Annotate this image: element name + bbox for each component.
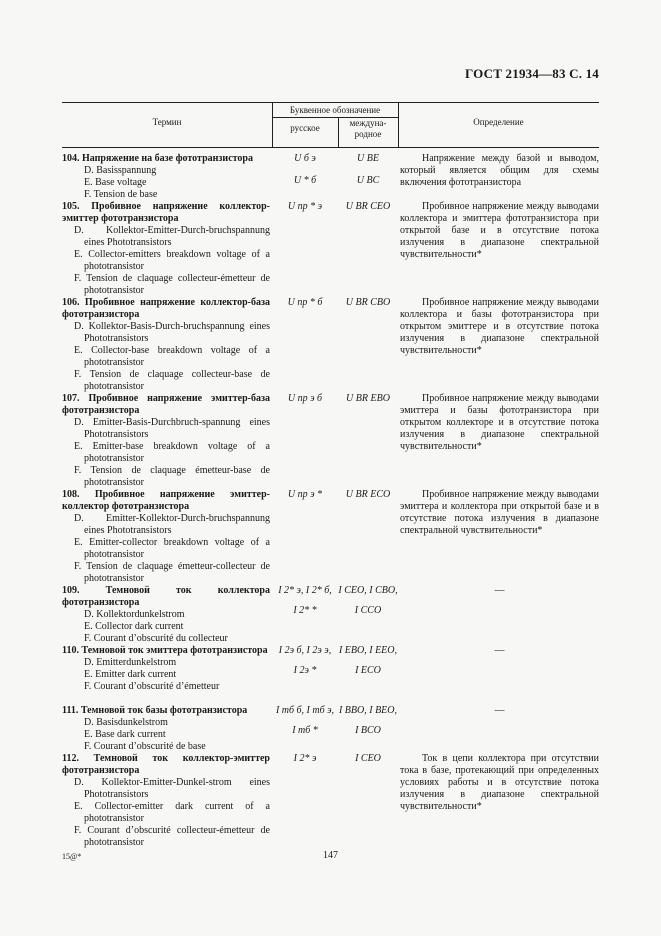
header-international: междуна- родное — [349, 118, 387, 139]
header-term: Термин — [152, 117, 182, 127]
page-header: ГОСТ 21934—83 С. 14 — [465, 66, 599, 81]
terms-table: Термин Буквенное обозначение русское междуна- родное Определение 104. Напряжение на базе фототранзистора D. Basisspannung E. Base voltage F. Tension de base U б э U * б U BE U BC Напряжение между базой и выводом, который является общим для схемы включения фототранзистора 105. Пробивное напряжение коллектор-эмиттер фототранзистора D. Kollektor-Emitter-Durch-bruchspannung eines Phototransistors E. Collector-emitters breakdown voltage of a phototransistor F. Tension de claquage collecteur-émetteur de phototransistor U пр * э U BR CEO Пробивное напряжение между выводами коллектора и эмиттера фототранзистора при открытой базе и в отсутствие потока излучения в диапазоне спектральной чувствительности* 106. Пробивное напряжение коллектор-база фототранзистора D. Kollektor-Basis-Durch-bruchspannung eines Phototransistors E. Collector-base breakdown voltage of a phototransistor F. Tension de claquage collecteur-base de phototransistor U пр * б U BR CBO Пробивное напряжение между выводами коллектора и базы фототранзистора при открытом эмиттере и в отсутствие потока излучения в диапазоне спектральной чувствительности* 107. Пробивное напряжение эмиттер-база фототранзистора D. Emitter-Basis-Durchbruch-spannung eines Phototransistors E. Emitter-base breakdown voltage of a phototransistor F. Tension de claquage émetteur-base de phototransistor U пр э б U BR EBO Пробивное напряжение между выводами эмиттера и базы фототранзистора при открытом коллекторе и в отсутствие потока излучения в диапазоне спектральной чувствительности* 108. Пробивное напряжение эмиттер-коллектор фототранзистора D. Emitter-Kollektor-Durch-bruchspannung eines Phototransistors E. Emitter-collector breakdown voltage of a phototransistor F. Tension de claquage émetteur-collecteur de phototransistor U пр э * U BR ECO Пробивное напряжение между выводами эмиттера и коллектора при открытой базе и в отсутствие потока излучения в диапазоне спектральной чувствительности* 109. Темновой ток коллектора фототранзистора D. Kollektordunkelstrom E. Collector dark current F. Courant d’obscurité du collecteur I 2* э, I 2* б, I 2* * I CEO, I CBO, I CCO — 110. Темновой ток эмиттера фототранзистора D. Emitterdunkelstrom E. Emitter dark current F. Courant d’obscurité d’émetteur I 2э б, I 2э э, I 2э * I EBO, I EEO, I ECO — 111. Темновой ток базы фототранзистора D. Basisdunkelstrom E. Base dark current F. Courant d’obscurité de base I тб б, I тб э, I тб * I BBO, I BEO, I BCO — 112. Темновой ток коллектор-эмиттер фототранзистора D. Kollektor-Emitter-Dunkel-strom eines Phototransistors E. Collector-emitter dark current of a phototransistor F. Courant d’obscurité collecteur-émetteur de phototransistor I 2* э I CEO Ток в цепи коллектора при отсутствии тока в базе, протекающий при определенных условиях работы и в отсутствие потока излучения в диапазоне спектральной чувствительности* — [62, 102, 599, 148]
header-symbol: Буквенное обозначение — [289, 105, 381, 115]
table-header — [62, 102, 599, 148]
footer-mark: 15@* — [62, 852, 82, 861]
page-number: 147 — [323, 850, 338, 861]
header-definition: Определение — [473, 117, 524, 127]
header-russian: русское — [290, 123, 320, 133]
